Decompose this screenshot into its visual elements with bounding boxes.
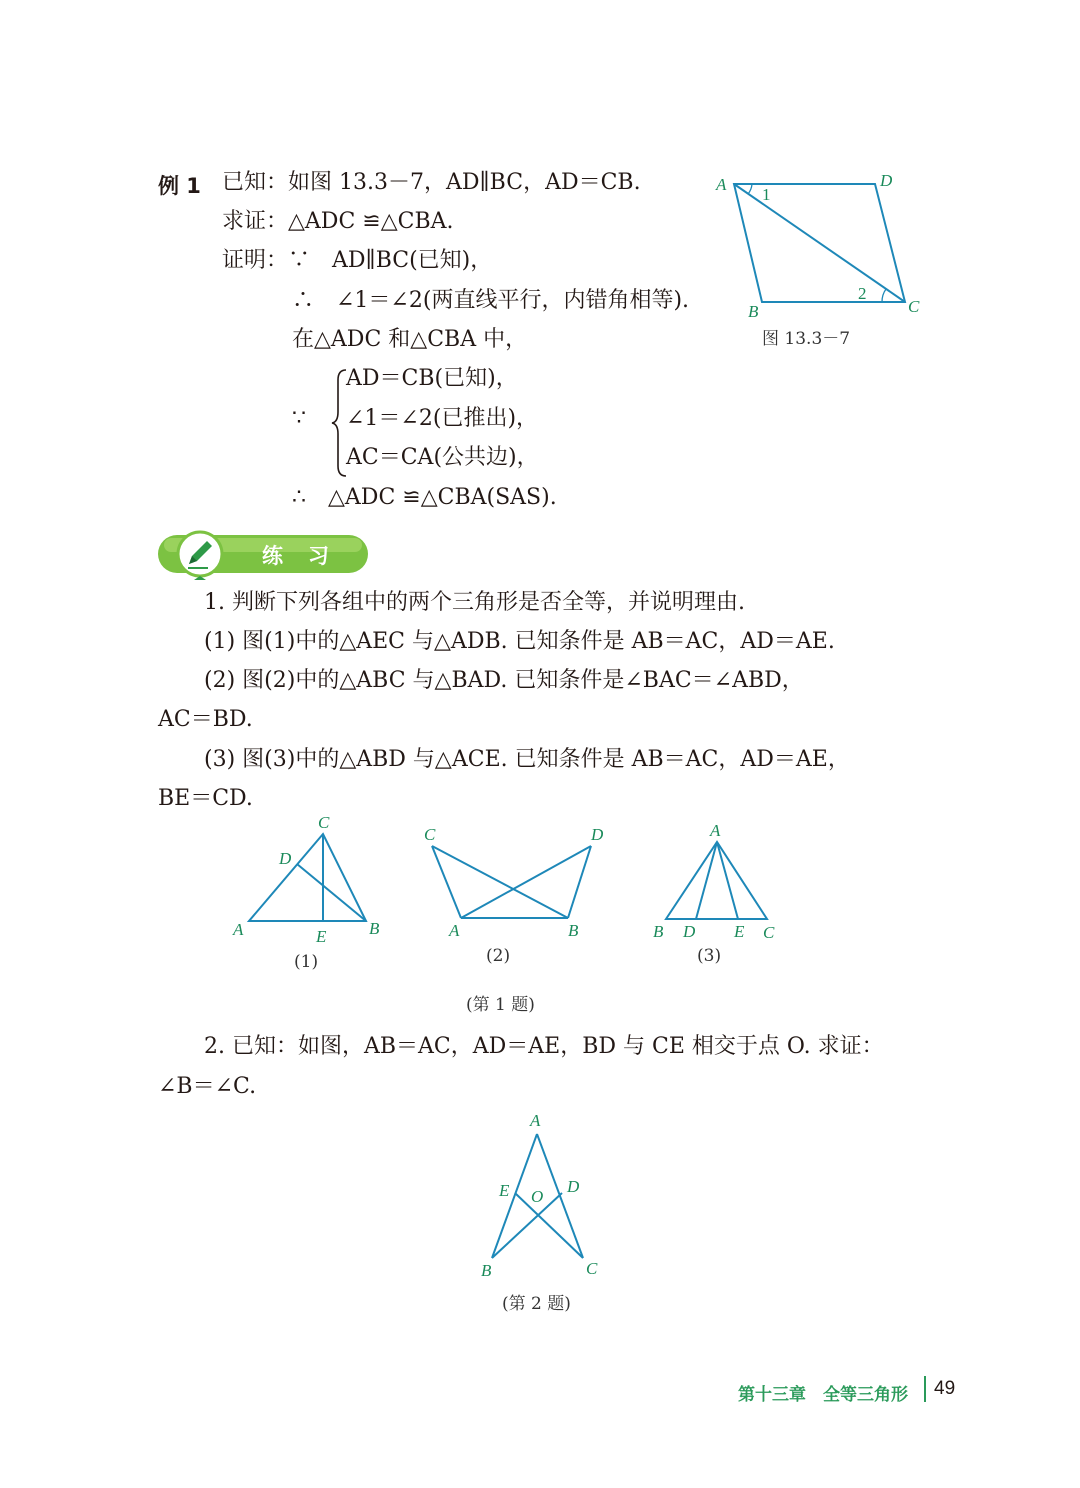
q2-figure [478, 1108, 618, 1288]
q2-label-O: O [531, 1187, 544, 1206]
proof-start: 证明：∵ AD∥BC(已知)， [222, 248, 493, 273]
fig1-label-E: E [316, 927, 327, 946]
q1-3-text: (3) 图(3)中的△ABD 与△ACE. 已知条件是 AB＝AC，AD＝AE， [204, 747, 850, 772]
fig2-label-A: A [449, 921, 460, 940]
fig3-label-E: E [734, 922, 745, 941]
fig3-sub: (3) [697, 946, 722, 966]
fig3-label-A: A [710, 821, 721, 840]
fig3-label-D: D [683, 922, 696, 941]
q1-figure-3 [648, 818, 788, 948]
fig1-label-A: A [233, 920, 244, 939]
q2-label-E: E [499, 1181, 510, 1200]
q1-2-text-cont: AC＝BD. [158, 707, 253, 732]
fig2-label-C: C [424, 825, 436, 844]
fig2-label-D: D [591, 825, 604, 844]
footer-divider [924, 1376, 926, 1402]
q1-text: 1. 判断下列各组中的两个三角形是否全等，并说明理由. [204, 590, 745, 615]
proof-because: ∵ [292, 406, 306, 431]
example-label: 例 1 [158, 174, 201, 198]
fig3-label-C: C [763, 923, 775, 942]
q2-label-B: B [481, 1261, 492, 1280]
label-B: B [748, 302, 759, 321]
label-C: C [908, 297, 920, 316]
proof-in-triangles: 在△ADC 和△CBA 中， [292, 327, 528, 352]
fig2-label-B: B [568, 921, 579, 940]
angle-1-label: 1 [762, 185, 771, 204]
q2-text: 2. 已知：如图，AB＝AC，AD＝AE，BD 与 CE 相交于点 O. 求证： [204, 1034, 884, 1059]
q1-2-text: (2) 图(2)中的△ABC 与△BAD. 已知条件是∠BAC＝∠ABD， [204, 668, 804, 693]
proof-conclusion: ∴ △ADC ≌△CBA(SAS). [292, 485, 557, 510]
q1-figure-2 [418, 820, 618, 940]
proof-cond-3: AC＝CA(公共边)， [346, 445, 539, 470]
proof-cond-1: AD＝CB(已知)， [346, 366, 518, 391]
fig2-sub: (2) [486, 946, 511, 966]
footer-chapter: 第十三章 全等三角形 [738, 1385, 908, 1405]
q1-3-text-cont: BE＝CD. [158, 786, 253, 811]
q2-label-A: A [530, 1111, 541, 1130]
q1-figures-caption: (第 1 题) [466, 995, 535, 1015]
angle-2-label: 2 [858, 284, 867, 303]
q1-figure-1 [228, 812, 398, 952]
q2-figure-caption: (第 2 题) [502, 1294, 571, 1314]
practice-badge-label: 练 习 [262, 544, 331, 568]
page-number: 49 [934, 1378, 956, 1399]
q2-text-cont: ∠B＝∠C. [158, 1074, 257, 1099]
label-A: A [716, 175, 727, 194]
fig1-label-B: B [369, 919, 380, 938]
proof-cond-2: ∠1＝∠2(已推出)， [346, 406, 539, 431]
example-given: 已知：如图 13.3－7，AD∥BC，AD＝CB. [222, 170, 641, 195]
example-prove: 求证：△ADC ≌△CBA. [222, 209, 454, 234]
fig1-sub: (1) [294, 952, 319, 972]
proof-step-therefore: ∴ ∠1＝∠2(两直线平行，内错角相等). [292, 288, 690, 313]
q2-label-C: C [586, 1259, 598, 1278]
q1-1-text: (1) 图(1)中的△AEC 与△ADB. 已知条件是 AB＝AC，AD＝AE. [204, 629, 835, 654]
fig3-label-B: B [653, 922, 664, 941]
label-D: D [880, 171, 893, 190]
q2-label-D: D [567, 1177, 580, 1196]
figure-13-3-7-caption: 图 13.3－7 [762, 329, 851, 349]
fig1-label-D: D [279, 849, 292, 868]
fig1-label-C: C [318, 813, 330, 832]
